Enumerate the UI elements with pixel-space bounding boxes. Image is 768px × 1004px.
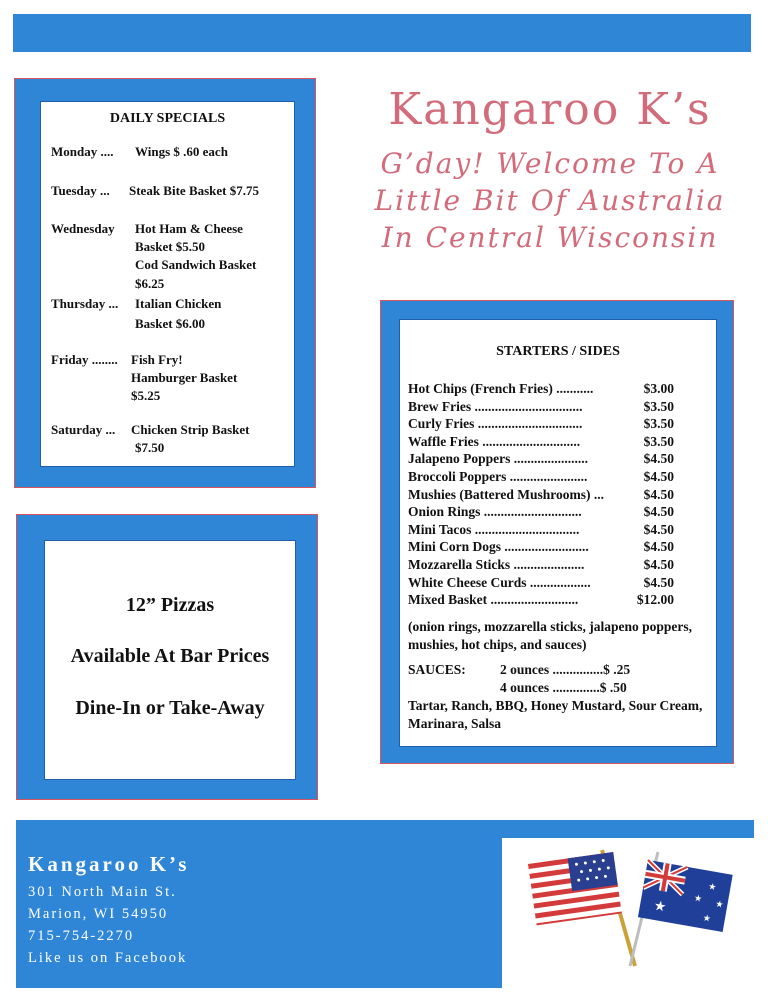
sauces-label: SAUCES: bbox=[408, 662, 466, 677]
menu-item bbox=[408, 380, 674, 398]
tagline-line-2: Little Bit Of Australia bbox=[374, 184, 726, 217]
daily-specials-card bbox=[40, 101, 295, 467]
special-tuesday bbox=[51, 182, 259, 200]
special-friday bbox=[51, 351, 238, 403]
starters-panel bbox=[380, 300, 734, 764]
menu-item-price: $4.50 bbox=[643, 521, 674, 537]
welcome-tagline bbox=[345, 145, 755, 256]
menu-item-name: Jalapeno Poppers ...................... bbox=[408, 451, 589, 467]
footer-address-line-2: Marion, WI 54950 bbox=[28, 906, 169, 922]
special-line: Basket $6.00 bbox=[135, 316, 206, 331]
footer-social: Like us on Facebook bbox=[28, 950, 188, 966]
special-line: Hamburger Basket bbox=[131, 370, 238, 385]
menu-item bbox=[408, 415, 674, 433]
crossed-flags bbox=[502, 838, 754, 988]
svg-text:★: ★ bbox=[701, 913, 712, 925]
footer-phone: 715-754-2270 bbox=[28, 928, 135, 944]
special-thursday bbox=[51, 295, 222, 331]
menu-item-price: $4.50 bbox=[643, 504, 674, 520]
menu-item-name: Brew Fries ................................ bbox=[408, 398, 583, 414]
australia-flag-icon bbox=[638, 860, 733, 932]
menu-item bbox=[408, 450, 674, 468]
menu-item bbox=[408, 591, 674, 609]
menu-item-price: $4.50 bbox=[643, 557, 674, 572]
menu-item bbox=[408, 398, 674, 416]
menu-item bbox=[408, 503, 674, 521]
svg-text:★: ★ bbox=[707, 881, 718, 894]
tagline-line-3: In Central Wisconsin bbox=[381, 221, 719, 254]
menu-item bbox=[408, 521, 674, 539]
special-line: Hot Ham & Cheese bbox=[135, 221, 243, 236]
menu-item-price: $4.50 bbox=[643, 469, 674, 484]
restaurant-title: Kangaroo K’s bbox=[388, 84, 712, 135]
tagline-line-1: G’day! Welcome To A bbox=[380, 147, 720, 180]
menu-item-price: $4.50 bbox=[643, 574, 674, 590]
top-banner bbox=[13, 14, 751, 52]
special-line: $7.50 bbox=[135, 440, 165, 455]
special-line: Fish Fry! bbox=[131, 352, 183, 367]
special-line: Chicken Strip Basket bbox=[131, 422, 250, 437]
special-item: Wings $ .60 each bbox=[135, 144, 228, 159]
mixed-basket-note: (onion rings, mozzarella sticks, jalapeno poppers, mushies, hot chips, and sauces) bbox=[408, 619, 693, 652]
special-monday bbox=[51, 143, 228, 161]
special-day: Friday ........ bbox=[51, 352, 118, 367]
menu-item bbox=[408, 433, 674, 451]
menu-item-name: Waffle Fries ............................. bbox=[408, 433, 581, 449]
menu-item-price: $4.50 bbox=[643, 486, 674, 502]
pizza-card bbox=[44, 540, 296, 780]
menu-item-price: $3.50 bbox=[643, 416, 674, 432]
special-day: Saturday ... bbox=[51, 422, 116, 437]
flags-image bbox=[502, 838, 754, 988]
special-line: $6.25 bbox=[135, 276, 165, 291]
menu-item-name: Mushies (Battered Mushrooms) ... bbox=[408, 486, 604, 502]
special-day: Tuesday ... bbox=[51, 183, 110, 198]
menu-item-name: Curly Fries ............................... bbox=[408, 416, 583, 432]
menu-item-price: $4.50 bbox=[643, 451, 674, 467]
special-day: Thursday ... bbox=[51, 296, 119, 311]
menu-item-price: $4.50 bbox=[643, 539, 674, 555]
sauce-price-2oz: 2 ounces ...............$ .25 bbox=[500, 662, 631, 677]
menu-item-name: Mini Corn Dogs ......................... bbox=[408, 539, 589, 555]
svg-text:★: ★ bbox=[693, 893, 703, 905]
us-flag-icon bbox=[528, 852, 622, 925]
starters-title: STARTERS / SIDES bbox=[496, 344, 620, 359]
footer-address-line-1: 301 North Main St. bbox=[28, 884, 177, 900]
daily-specials-panel bbox=[14, 78, 316, 488]
special-item: Steak Bite Basket $7.75 bbox=[129, 183, 259, 198]
menu-item-name: Mixed Basket .......................... bbox=[408, 592, 579, 608]
svg-text:★: ★ bbox=[714, 899, 725, 911]
menu-item bbox=[408, 486, 674, 504]
pizza-size: 12” Pizzas bbox=[125, 594, 215, 616]
pizza-panel bbox=[16, 514, 318, 800]
menu-item bbox=[408, 468, 674, 486]
special-line: Cod Sandwich Basket bbox=[135, 257, 257, 272]
menu-item-name: Mozzarella Sticks ..................... bbox=[408, 557, 585, 572]
menu-item-price: $3.50 bbox=[643, 433, 674, 449]
special-wednesday bbox=[51, 220, 257, 291]
special-day: Monday .... bbox=[51, 144, 114, 159]
menu-item-price: $12.00 bbox=[636, 592, 674, 608]
menu-item-name: White Cheese Curds .................. bbox=[408, 574, 591, 590]
daily-specials-title: DAILY SPECIALS bbox=[109, 111, 226, 126]
menu-item-price: $3.00 bbox=[643, 381, 674, 396]
menu-item-name: Onion Rings ............................. bbox=[408, 504, 582, 520]
pizza-service: Dine-In or Take-Away bbox=[75, 697, 265, 719]
menu-item bbox=[408, 574, 674, 592]
menu-item bbox=[408, 556, 674, 574]
special-line: Basket $5.50 bbox=[135, 239, 206, 254]
menu-item bbox=[408, 538, 674, 556]
menu-item-price: $3.50 bbox=[643, 398, 674, 414]
special-saturday bbox=[51, 421, 250, 455]
special-line: Italian Chicken bbox=[135, 296, 222, 311]
footer-restaurant-name: Kangaroo K’s bbox=[28, 852, 190, 876]
sauce-list: Tartar, Ranch, BBQ, Honey Mustard, Sour Cream, Marinara, Salsa bbox=[408, 698, 703, 731]
menu-item-name: Hot Chips (French Fries) ........... bbox=[408, 381, 594, 396]
starters-card bbox=[399, 319, 717, 747]
pizza-pricing: Available At Bar Prices bbox=[70, 645, 270, 667]
special-day: Wednesday bbox=[51, 221, 115, 236]
menu-item-name: Broccoli Poppers ....................... bbox=[408, 469, 588, 484]
footer-banner bbox=[16, 820, 754, 988]
sauce-price-4oz: 4 ounces ..............$ .50 bbox=[500, 680, 627, 695]
special-line: $5.25 bbox=[131, 388, 161, 403]
menu-item-name: Mini Tacos ............................... bbox=[408, 521, 580, 537]
svg-text:★: ★ bbox=[652, 897, 668, 916]
